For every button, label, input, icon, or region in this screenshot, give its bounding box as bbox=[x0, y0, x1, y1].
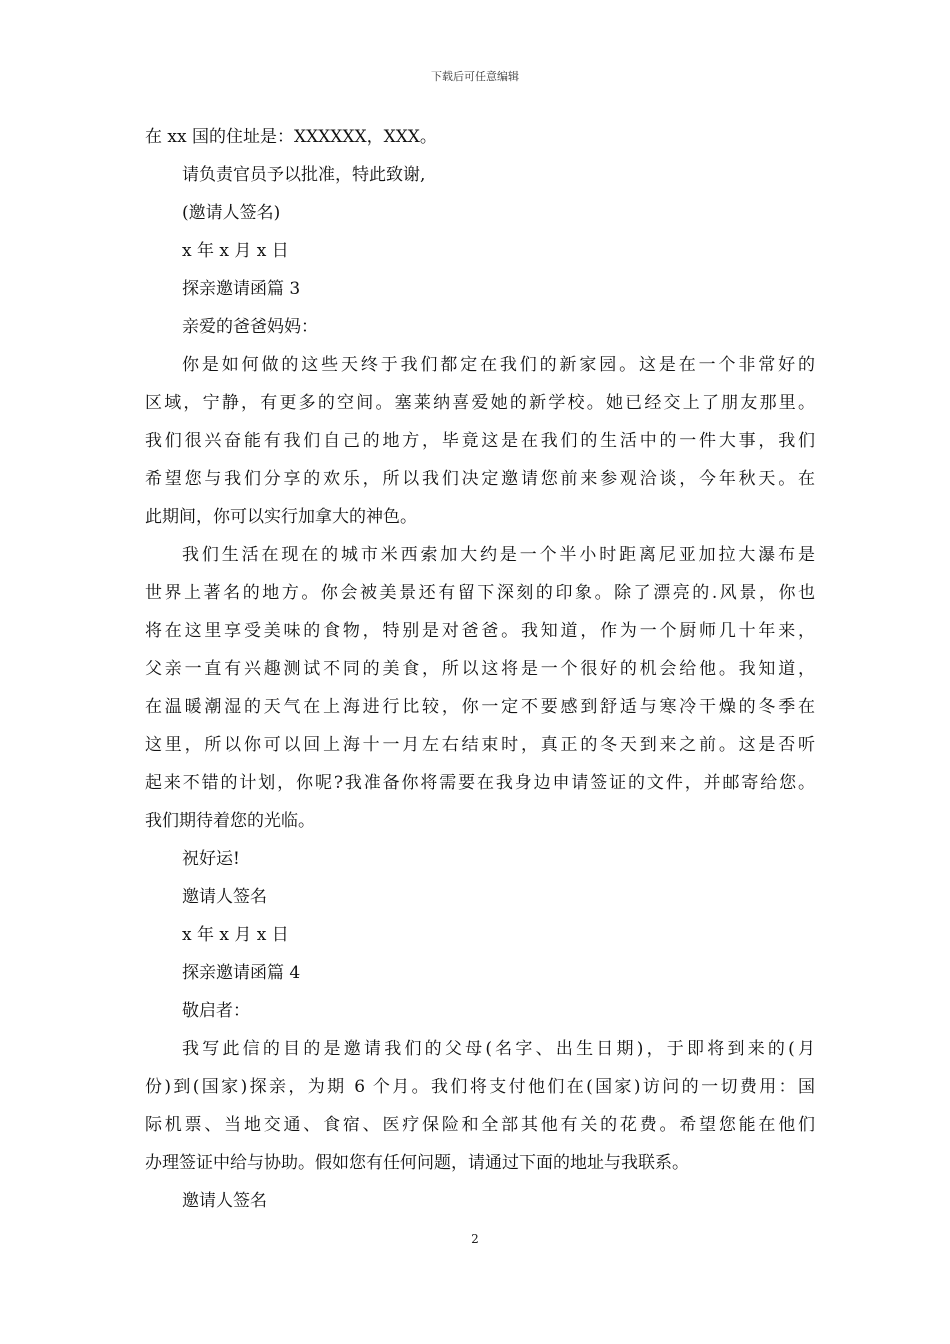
text-line: 父亲一直有兴趣测试不同的美食，所以这将是一个很好的机会给他。我知道， bbox=[145, 659, 815, 679]
text-line: 际机票、当地交通、食宿、医疗保险和全部其他有关的花费。希望您能在他们 bbox=[145, 1115, 815, 1135]
page-header: 下载后可任意编辑 bbox=[431, 70, 519, 83]
text-line: 我们生活在现在的城市米西索加大约是一个半小时距离尼亚加拉大瀑布是 bbox=[182, 545, 815, 565]
text-line: 我们很兴奋能有我们自己的地方，毕竟这是在我们的生活中的一件大事，我们 bbox=[145, 431, 815, 451]
text-line: 起来不错的计划，你呢?我准备你将需要在我身边申请签证的文件，并邮寄给您。 bbox=[145, 773, 815, 793]
section-heading: 探亲邀请函篇 4 bbox=[182, 963, 301, 983]
text-line: 此期间，你可以实行加拿大的神色。 bbox=[145, 507, 417, 527]
text-line: 我写此信的目的是邀请我们的父母(名字、出生日期)，于即将到来的(月 bbox=[182, 1039, 815, 1059]
page-number: 2 bbox=[471, 1232, 479, 1246]
text-line: (邀请人签名) bbox=[182, 203, 281, 223]
date-line: x 年 x 月 x 日 bbox=[182, 925, 289, 945]
text-line: 世界上著名的地方。你会被美景还有留下深刻的印象。除了漂亮的.风景，你也 bbox=[145, 583, 815, 603]
signature-line: 邀请人签名 bbox=[182, 887, 267, 907]
signature-line: 邀请人签名 bbox=[182, 1191, 267, 1211]
text-line: 请负责官员予以批准，特此致谢, bbox=[182, 165, 426, 185]
section-heading: 探亲邀请函篇 3 bbox=[182, 279, 301, 299]
salutation: 亲爱的爸爸妈妈： bbox=[182, 317, 318, 337]
closing-line: 祝好运! bbox=[182, 849, 240, 869]
salutation: 敬启者： bbox=[182, 1001, 250, 1021]
text-line: 区域，宁静，有更多的空间。塞莱纳喜爱她的新学校。她已经交上了朋友那里。 bbox=[145, 393, 815, 413]
text-line: 份)到(国家)探亲，为期 6 个月。我们将支付他们在(国家)访问的一切费用：国 bbox=[145, 1077, 815, 1097]
text-line: 我们期待着您的光临。 bbox=[145, 811, 315, 831]
text-line: 在 xx 国的住址是：XXXXXX，XXX。 bbox=[145, 127, 437, 147]
text-line: 在温暖潮湿的天气在上海进行比较，你一定不要感到舒适与寒冷干燥的冬季在 bbox=[145, 697, 815, 717]
text-line: 办理签证中给与协助。假如您有任何问题，请通过下面的地址与我联系。 bbox=[145, 1153, 689, 1173]
text-line: x 年 x 月 x 日 bbox=[182, 241, 289, 261]
text-line: 你是如何做的这些天终于我们都定在我们的新家园。这是在一个非常好的 bbox=[182, 355, 815, 375]
text-line: 将在这里享受美味的食物，特别是对爸爸。我知道，作为一个厨师几十年来， bbox=[145, 621, 815, 641]
text-line: 希望您与我们分享的欢乐，所以我们决定邀请您前来参观洽谈，今年秋天。在 bbox=[145, 469, 815, 489]
document-body bbox=[145, 118, 815, 1220]
text-line: 这里，所以你可以回上海十一月左右结束时，真正的冬天到来之前。这是否听 bbox=[145, 735, 815, 755]
